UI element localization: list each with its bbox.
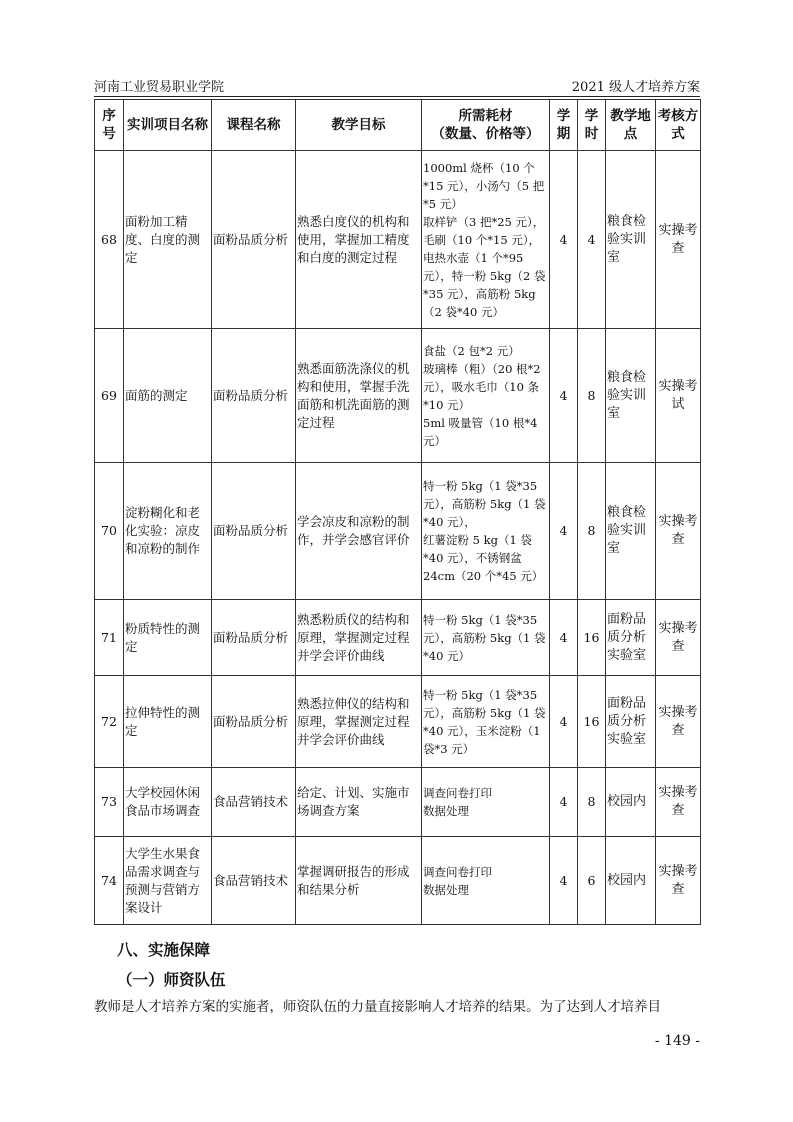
row-place: 粮食检验实训室 bbox=[606, 151, 656, 329]
col-header-place: 教学地点 bbox=[606, 100, 656, 151]
row-place: 校园内 bbox=[606, 837, 656, 925]
row-materials: 食盐（2 包*2 元） 玻璃棒（粗）（20 根*2 元），吸水毛巾（10 条*10 元） 5ml 吸量管（10 根*4 元） bbox=[422, 329, 550, 463]
col-header-goal: 教学目标 bbox=[296, 100, 422, 151]
table-row bbox=[95, 837, 701, 925]
row-term: 4 bbox=[550, 329, 578, 463]
row-term: 4 bbox=[550, 837, 578, 925]
row-term: 4 bbox=[550, 768, 578, 837]
row-term: 4 bbox=[550, 463, 578, 600]
subsection-title: （一）师资队伍 bbox=[117, 971, 226, 989]
row-place: 校园内 bbox=[606, 768, 656, 837]
row-hours: 4 bbox=[578, 151, 606, 329]
row-no: 73 bbox=[95, 768, 124, 837]
table-row bbox=[95, 600, 701, 676]
row-project: 面粉加工精度、白度的测定 bbox=[124, 151, 212, 329]
row-course: 面粉品质分析 bbox=[212, 329, 296, 463]
table-row bbox=[95, 463, 701, 600]
page-header bbox=[94, 74, 700, 97]
row-goal: 掌握调研报告的形成和结果分析 bbox=[296, 837, 422, 925]
table-row bbox=[95, 151, 701, 329]
table-row bbox=[95, 768, 701, 837]
col-header-project: 实训项目名称 bbox=[124, 100, 212, 151]
row-materials: 特一粉 5kg（1 袋*35 元），高筋粉 5kg（1 袋*40 元）， 红薯淀粉 5 kg（1 袋*40 元），不锈钢盆 24cm（20 个*45 元） bbox=[422, 463, 550, 600]
row-no: 68 bbox=[95, 151, 124, 329]
row-hours: 8 bbox=[578, 329, 606, 463]
page-number: - 149 - bbox=[654, 1033, 700, 1049]
section-title: 八、实施保障 bbox=[117, 941, 211, 959]
row-materials: 1000ml 烧杯（10 个*15 元），小汤勺（5 把*5 元） 取样铲（3 把*25 元），毛刷（10 个*15 元），电热水壶（1 个*95 元），特一粉 5kg（2 袋*35 元），高筋粉 5kg（2 袋*40 元） bbox=[422, 151, 550, 329]
col-header-course: 课程名称 bbox=[212, 100, 296, 151]
row-goal: 熟悉拉伸仪的结构和原理，掌握测定过程并学会评价曲线 bbox=[296, 676, 422, 768]
training-table bbox=[94, 99, 701, 925]
row-no: 72 bbox=[95, 676, 124, 768]
body-paragraph: 教师是人才培养方案的实施者，师资队伍的力量直接影响人才培养的结果。为了达到人才培养目 bbox=[94, 999, 661, 1015]
row-place: 面粉品质分析实验室 bbox=[606, 676, 656, 768]
row-hours: 16 bbox=[578, 600, 606, 676]
row-hours: 8 bbox=[578, 463, 606, 600]
row-goal: 熟悉白度仪的机构和使用，掌握加工精度和白度的测定过程 bbox=[296, 151, 422, 329]
row-place: 粮食检验实训室 bbox=[606, 463, 656, 600]
row-exam: 实操考查 bbox=[656, 600, 701, 676]
row-term: 4 bbox=[550, 600, 578, 676]
row-hours: 16 bbox=[578, 676, 606, 768]
row-project: 大学校园休闲食品市场调查 bbox=[124, 768, 212, 837]
header-plan-title: 2021 级人才培养方案 bbox=[571, 80, 700, 95]
row-goal: 学会凉皮和凉粉的制作，并学会感官评价 bbox=[296, 463, 422, 600]
row-hours: 8 bbox=[578, 768, 606, 837]
row-project: 粉质特性的测定 bbox=[124, 600, 212, 676]
row-project: 面筋的测定 bbox=[124, 329, 212, 463]
row-materials: 特一粉 5kg（1 袋*35 元），高筋粉 5kg（1 袋*40 元） bbox=[422, 600, 550, 676]
row-exam: 实操考查 bbox=[656, 463, 701, 600]
row-goal: 给定、计划、实施市场调查方案 bbox=[296, 768, 422, 837]
row-no: 69 bbox=[95, 329, 124, 463]
row-project: 拉伸特性的测定 bbox=[124, 676, 212, 768]
col-header-materials: 所需耗材 （数量、价格等） bbox=[422, 100, 550, 151]
row-exam: 实操考试 bbox=[656, 329, 701, 463]
row-term: 4 bbox=[550, 676, 578, 768]
row-no: 71 bbox=[95, 600, 124, 676]
row-materials: 调查问卷打印 数据处理 bbox=[422, 837, 550, 925]
row-exam: 实操考查 bbox=[656, 676, 701, 768]
row-exam: 实操考查 bbox=[656, 151, 701, 329]
col-header-term: 学期 bbox=[550, 100, 578, 151]
col-header-hours: 学时 bbox=[578, 100, 606, 151]
row-materials: 特一粉 5kg（1 袋*35 元），高筋粉 5kg（1 袋*40 元），玉米淀粉（1 袋*3 元） bbox=[422, 676, 550, 768]
row-place: 面粉品质分析实验室 bbox=[606, 600, 656, 676]
row-exam: 实操考查 bbox=[656, 768, 701, 837]
row-course: 面粉品质分析 bbox=[212, 151, 296, 329]
row-course: 面粉品质分析 bbox=[212, 676, 296, 768]
row-goal: 熟悉面筋洗涤仪的机构和使用，掌握手洗面筋和机洗面筋的测定过程 bbox=[296, 329, 422, 463]
row-place: 粮食检验实训室 bbox=[606, 329, 656, 463]
row-project: 大学生水果食品需求调查与预测与营销方案设计 bbox=[124, 837, 212, 925]
col-header-exam: 考核方式 bbox=[656, 100, 701, 151]
row-course: 食品营销技术 bbox=[212, 768, 296, 837]
row-materials: 调查问卷打印 数据处理 bbox=[422, 768, 550, 837]
row-goal: 熟悉粉质仪的结构和原理，掌握测定过程并学会评价曲线 bbox=[296, 600, 422, 676]
row-exam: 实操考查 bbox=[656, 837, 701, 925]
table-header-row bbox=[95, 100, 701, 151]
row-course: 面粉品质分析 bbox=[212, 463, 296, 600]
row-term: 4 bbox=[550, 151, 578, 329]
table-row bbox=[95, 329, 701, 463]
table-row bbox=[95, 676, 701, 768]
header-school-name: 河南工业贸易职业学院 bbox=[94, 80, 225, 95]
col-header-no: 序号 bbox=[95, 100, 124, 151]
row-course: 食品营销技术 bbox=[212, 837, 296, 925]
row-hours: 6 bbox=[578, 837, 606, 925]
row-project: 淀粉糊化和老化实验：凉皮和凉粉的制作 bbox=[124, 463, 212, 600]
row-no: 70 bbox=[95, 463, 124, 600]
row-course: 面粉品质分析 bbox=[212, 600, 296, 676]
row-no: 74 bbox=[95, 837, 124, 925]
